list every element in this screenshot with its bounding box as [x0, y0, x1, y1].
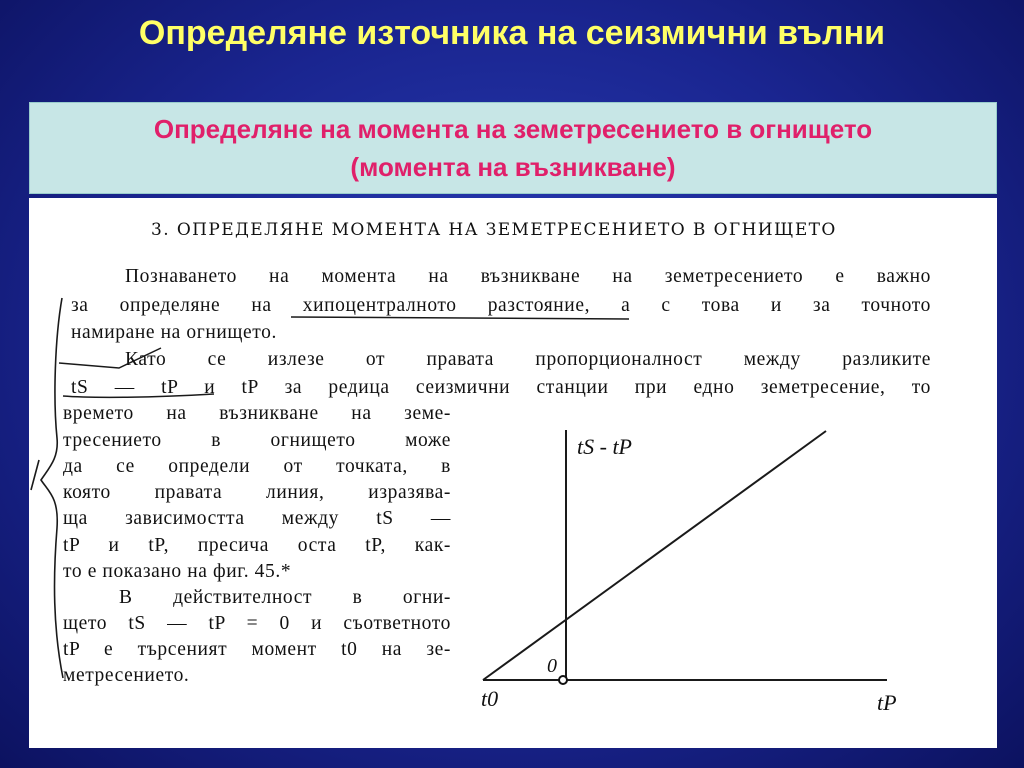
text-line: времето на възникване на земе-	[63, 403, 451, 424]
text-line: тресението в огнището може	[63, 430, 451, 451]
x-axis-label: tP	[877, 690, 897, 715]
origin-label: 0	[547, 655, 557, 677]
text-line: да се определи от точката, в	[63, 456, 451, 477]
slide-title-text: Определяне източника на сеизмични вълни	[138, 14, 886, 52]
figure-45	[29, 198, 997, 748]
doc-heading: 3. ОПРЕДЕЛЯНЕ МОМЕНТА НА ЗЕМЕТРЕСЕНИЕТО В ОГНИЩЕТО	[151, 220, 837, 240]
text-line: ща зависимостта между tS —	[63, 508, 451, 529]
subtitle-line-1: Определяне на момента на земетресението в огнището	[153, 114, 873, 144]
underline-mark-2	[63, 394, 214, 397]
text-line: tP е търсеният момент t0 на зе-	[63, 639, 451, 660]
text-line: метресението.	[63, 665, 190, 686]
text-line: tS — tP и tP за редица сеизмични станции при едно земетресение, то	[71, 377, 931, 398]
text-line: tP и tP, пресича оста tP, как-	[63, 535, 451, 556]
t0-label: t0	[481, 686, 499, 711]
margin-mark	[31, 460, 39, 490]
slide-title	[0, 10, 1024, 56]
text-line: Като се излезе от правата пропорционалност между разликите	[125, 349, 931, 370]
text-line: за определяне на хипоцентралното разстояние, а с това и за точното	[71, 295, 931, 316]
text-line: то е показано на фиг. 45.*	[63, 561, 292, 582]
subtitle-box	[29, 102, 997, 194]
text-line: която правата линия, изразява-	[63, 482, 451, 503]
data-line	[483, 431, 826, 680]
margin-bracket	[41, 298, 63, 678]
text-line: В действителност в огни-	[119, 587, 451, 608]
y-axis-label: tS - tP	[577, 434, 632, 459]
origin-marker	[559, 676, 567, 684]
text-line: намиране на огнището.	[71, 322, 277, 343]
arrow-mark	[59, 348, 161, 368]
subtitle-line-2: (момента на възникване)	[350, 152, 676, 182]
text-line: Познаването на момента на възникване на земетресението е важно	[125, 266, 931, 287]
text-line: щето tS — tP = 0 и съответното	[63, 613, 451, 634]
underline-mark	[291, 317, 629, 319]
scanned-page	[29, 198, 997, 748]
